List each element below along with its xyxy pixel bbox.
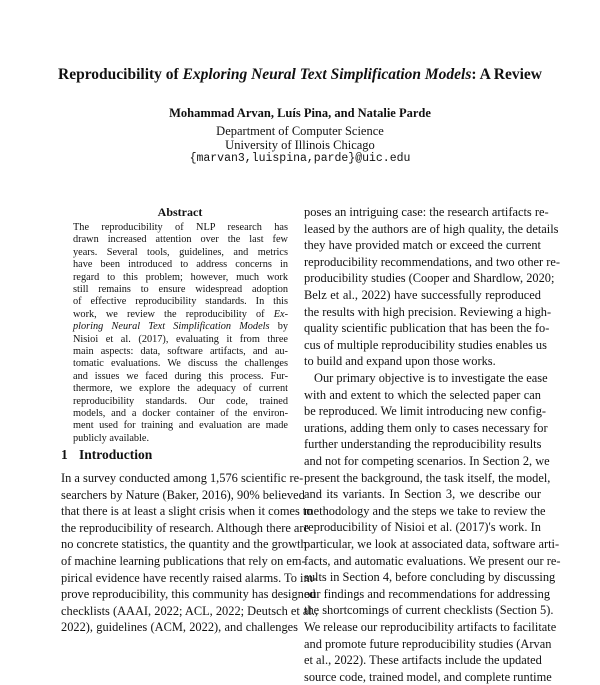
- text-line: with and extent to which the selected paper can: [304, 387, 541, 402]
- text-line: 2022), guidelines (ACM, 2022), and challenges: [61, 620, 298, 635]
- text-line: present the background, the task itself, the model,: [304, 470, 551, 485]
- text-line: and its variants. In Section 3, we describe our: [304, 487, 541, 502]
- title-italic: Exploring Neural Text Simplification Models: [182, 66, 472, 83]
- text-line: facts, and automatic evaluations. We present our re-: [304, 553, 561, 568]
- text-line: Our primary objective is to investigate the ease: [314, 371, 548, 385]
- abstract-line: thermore, we explore the adequacy of current: [73, 383, 288, 395]
- text-line: and promote future reproducibility studies (Arvan: [304, 636, 552, 651]
- section-title: Introduction: [79, 447, 153, 462]
- abstract-line: have been introduced to address concerns in: [73, 259, 288, 271]
- text-line: reproducibility of Nisioi et al. (2017)'s work. In: [304, 520, 541, 535]
- abstract-line: The reproducibility of NLP research has: [73, 222, 288, 233]
- paper-title: [0, 66, 600, 84]
- abstract-line: drawn increased attention over the last few: [73, 234, 288, 246]
- text-line: sults in Section 4, before concluding by discussing: [304, 570, 556, 585]
- text-line: Belz et al., 2022) have successfully reproduced: [304, 288, 541, 302]
- abstract-line: tomatic evaluations. We discuss the challenges: [73, 358, 288, 370]
- section-number: 1: [61, 447, 68, 462]
- abstract-line: models, and a docker container of the environ-: [73, 408, 288, 419]
- abstract-line: still remains to ensure widespread adoption: [73, 284, 288, 295]
- text-line: In a survey conducted among 1,576 scientific re-: [61, 471, 304, 485]
- text-line: the reproducibility of research. Although there are: [61, 520, 310, 535]
- text-line: We release our reproducibility artifacts to facilitate: [304, 620, 557, 634]
- abstract-line: work, we review the reproducibility of Ex-: [73, 308, 288, 320]
- abstract-line: Nisioi et al. (2017), evaluating it from three: [73, 333, 288, 345]
- text-line: and not for competing scenarios. In Section 2, we: [304, 454, 550, 468]
- text-line: searchers by Nature (Baker, 2016), 90% believed: [61, 487, 305, 502]
- abstract-line: regard to this problem; however, much work: [73, 271, 288, 283]
- text-line: pirical evidence have recently raised alarms. To im-: [61, 570, 318, 585]
- text-line: source code, trained model, and complete runtime: [304, 669, 552, 684]
- abstract-line: publicly available.: [73, 432, 150, 444]
- text-line: no concrete statistics, the quantity and the growth: [61, 537, 307, 552]
- text-line: urations, adding them only to cases necessary for: [304, 420, 548, 435]
- text-line: producibility studies (Cooper and Shardlow, 2020;: [304, 271, 555, 286]
- text-line: reproducibility recommendations, and two other re-: [304, 254, 560, 269]
- text-line: methodology and the steps we take to review the: [304, 503, 546, 518]
- text-line: particular, we look at associated data, software arti-: [304, 537, 560, 551]
- text-line: of machine learning publications that rely on em-: [61, 554, 306, 568]
- abstract-line: ploring Neural Text Simplification Models by: [73, 321, 289, 333]
- abstract-line: years. Several tools, guidelines, and metrics: [73, 246, 288, 258]
- department: Department of Computer Science: [216, 124, 384, 138]
- section-heading-introduction: [61, 447, 152, 463]
- title-prefix: Reproducibility of: [58, 66, 183, 83]
- text-line: to build and expand upon those works.: [304, 354, 496, 369]
- abstract-line: reproducibility standards. Our code, trained: [73, 395, 288, 407]
- text-line: the shortcomings of current checklists (Section 5).: [304, 603, 554, 618]
- text-line: our findings and recommendations for addressing: [304, 586, 551, 601]
- text-line: cus of multiple reproducibility studies enables us: [304, 337, 547, 352]
- text-line: the results with high precision. Reviewing a high-: [304, 304, 552, 319]
- authors: Mohammad Arvan, Luís Pina, and Natalie Parde: [169, 106, 431, 120]
- abstract-line: main aspects: data, software artifacts, and au-: [73, 346, 288, 357]
- text-line: leased by the authors are of high quality, the details: [304, 221, 559, 236]
- abstract-line: of effective reproducibility standards. In this: [73, 296, 288, 308]
- text-line: poses an intriguing case: the research artifacts re-: [304, 205, 549, 219]
- text-line: that there is at least a slight crisis when it comes to: [61, 504, 313, 519]
- text-line: prove reproducibility, this community has designed: [61, 587, 316, 602]
- abstract-heading: Abstract: [157, 205, 203, 219]
- text-line: they have provided match or exceed the current: [304, 238, 541, 253]
- university: University of Illinois Chicago: [225, 138, 375, 152]
- abstract-line: and issues we faced during this process. Fur-: [73, 370, 288, 382]
- abstract-line: ment used for training and evaluation are made: [73, 420, 288, 432]
- email: {marvan3,luispina,parde}@uic.edu: [189, 152, 411, 165]
- text-line: further understanding the reproducibility results: [304, 437, 542, 452]
- text-line: checklists (AAAI, 2022; ACL, 2022; Deutsch et al.,: [61, 603, 319, 618]
- text-line: quality scientific publication that has been the fo-: [304, 321, 550, 336]
- title-suffix: : A Review: [471, 66, 542, 83]
- text-line: be reproduced. We limit introducing new config-: [304, 404, 547, 419]
- text-line: et al., 2022). These artifacts include the updated: [304, 653, 542, 668]
